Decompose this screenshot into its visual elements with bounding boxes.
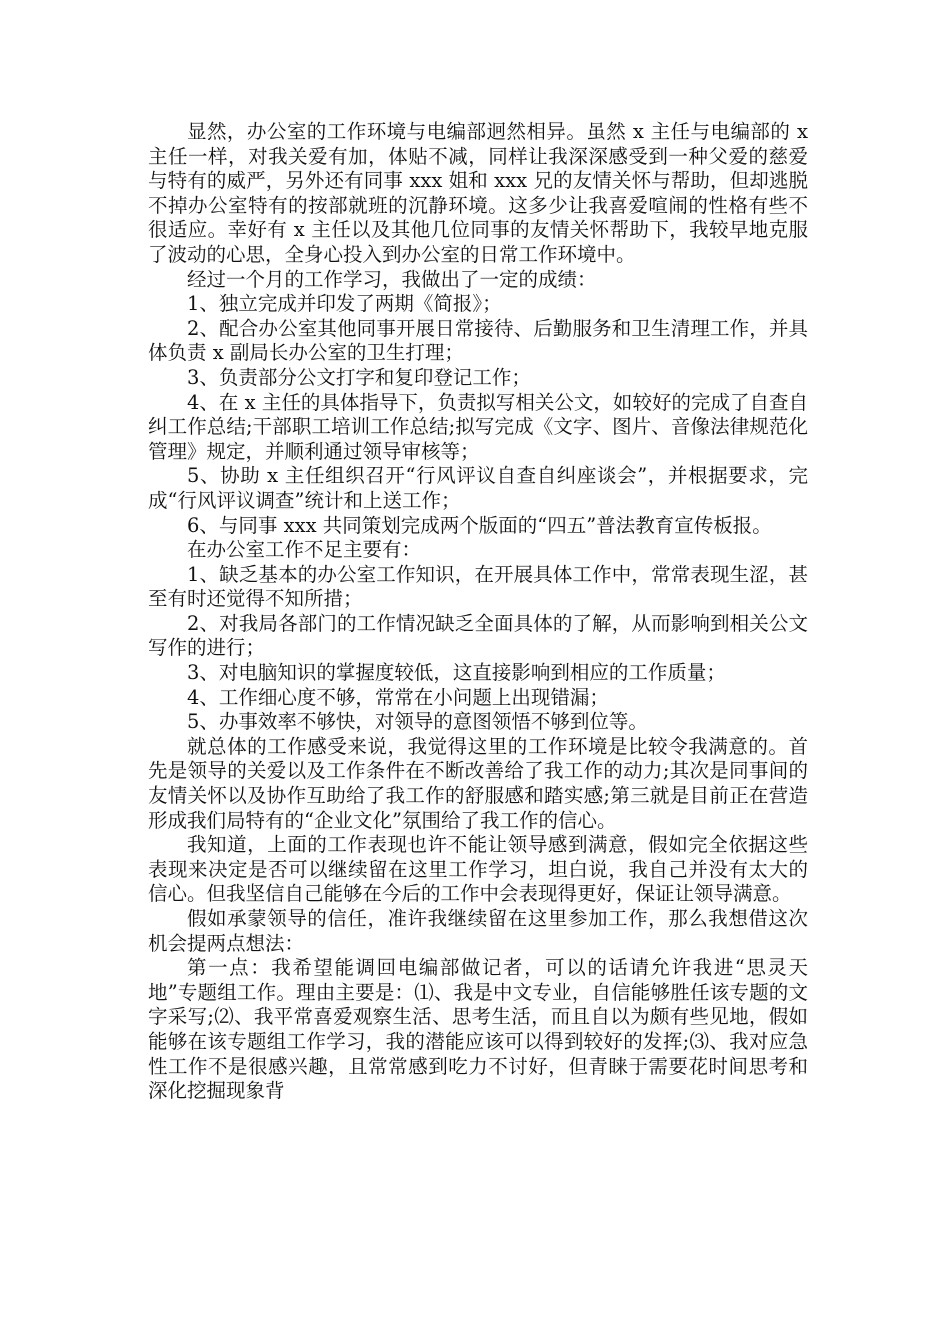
paragraph-shortcomings-heading: 在办公室工作不足主要有： [187,538,422,562]
achievement-item-3: 3、负责部分公文打字和复印登记工作； [187,365,531,389]
achievement-item-5: 5、协助 x 主任组织召开“行风评议自查自纠座谈会”，并根据要求，完成“行风评议调查”统计和上送工作； [148,464,808,512]
paragraph-self-assessment: 我知道，上面的工作表现也许不能让领导感到满意，假如完全依据这些表现来决定是否可以继续留在这里工作学习，坦白说，我自己并没有太大的信心。但我坚信自己能够在今后的工作中会表现得更好，保证让领导满意。 [148,833,808,906]
shortcoming-item-1: 1、缺乏基本的办公室工作知识，在开展具体工作中，常常表现生涩，甚至有时还觉得不知所措； [148,562,808,611]
shortcoming-item-2: 2、对我局各部门的工作情况缺乏全面具体的了解，从而影响到相关公文写作的进行； [148,611,808,660]
document-body [148,120,808,1104]
achievement-item-2: 2、配合办公室其他同事开展日常接待、后勤服务和卫生清理工作，并具体负责 x 副局长办公室的卫生打理； [148,316,808,365]
paragraph-intro: 显然，办公室的工作环境与电编部迥然相异。虽然 x 主任与电编部的 x 主任一样，对我关爱有加，体贴不减，同样让我深深感受到一种父爱的慈爱与特有的威严，另外还有同事 xxx 姐和 xxx 兄的友情关怀与帮助，但却逃脱不掉办公室特有的按部就班的沉静环境。这多少让我喜爱喧闹的性格有些不很适应。幸好有 x 主任以及其他几位同事的友情关怀帮助下，我较早地克服了波动的心思，全身心投入到办公室的日常工作环境中。 [148,120,808,266]
paragraph-achievements-heading: 经过一个月的工作学习，我做出了一定的成绩： [187,267,597,291]
shortcoming-item-3: 3、对电脑知识的掌握度较低，这直接影响到相应的工作质量； [187,661,726,685]
achievement-item-6: 6、与同事 xxx 共同策划完成两个版面的“四五”普法教育宣传板报。 [187,513,772,537]
shortcoming-item-5: 5、办事效率不够快，对领导的意图领悟不够到位等。 [187,710,648,734]
paragraph-proposal-intro: 假如承蒙领导的信任，准许我继续留在这里参加工作，那么我想借这次机会提两点想法： [148,907,808,955]
paragraph-overall-feeling: 就总体的工作感受来说，我觉得这里的工作环境是比较令我满意的。首先是领导的关爱以及工作条件在不断改善给了我工作的动力;其次是同事间的友情关怀以及协作互助给了我工作的舒服感和踏实感;第三就是目前正在营造形成我们局特有的“企业文化”氛围给了我工作的信心。 [148,734,808,832]
achievement-item-1: 1、独立完成并印发了两期《简报》； [187,292,502,316]
achievement-item-4: 4、在 x 主任的具体指导下，负责拟写相关公文，如较好的完成了自查自纠工作总结;干部职工培训工作总结;拟写完成《文字、图片、音像法律规范化管理》规定，并顺利通过领导审核等； [148,390,808,463]
shortcoming-item-4: 4、工作细心度不够，常常在小问题上出现错漏； [187,685,609,709]
paragraph-proposal-point-1: 第一点：我希望能调回电编部做记者，可以的话请允许我进“思灵天地”专题组工作。理由主要是：⑴、我是中文专业，自信能够胜任该专题的文字采写;⑵、我平常喜爱观察生活、思考生活，而且自以为颇有些见地，假如能够在该专题组工作学习，我的潜能应该可以得到较好的发挥;⑶、我对应急性工作不是很感兴趣，且常常感到吃力不讨好，但青睐于需要花时间思考和深化挖掘现象背 [148,956,808,1103]
